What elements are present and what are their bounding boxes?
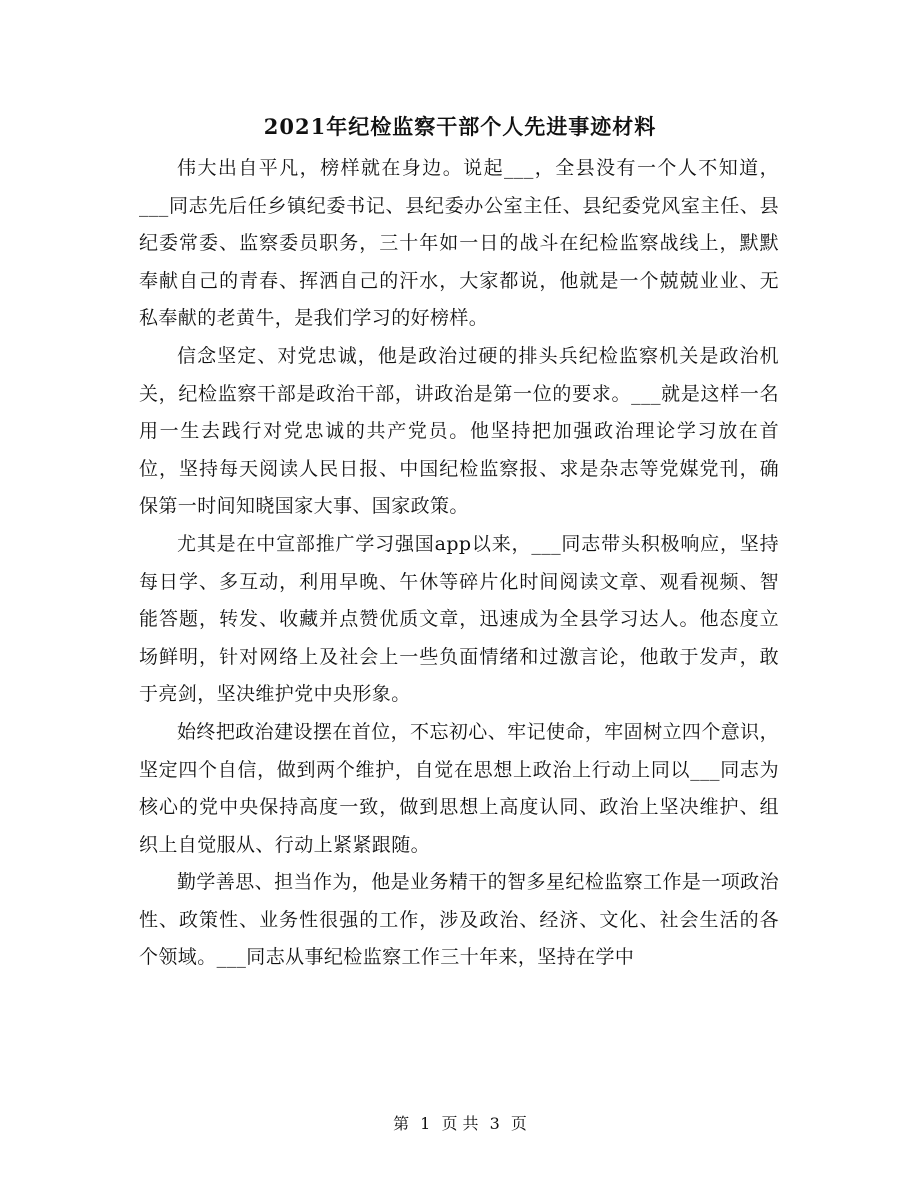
footer-label-end: 页: [510, 1114, 527, 1133]
footer-label-page: 第: [393, 1114, 410, 1133]
paragraph: 始终把政治建设摆在首位，不忘初心、牢记使命，牢固树立四个意识，坚定四个自信，做到两个维护，自觉在思想上政治上行动上同以___同志为核心的党中央保持高度一致，做到思想上高度认同、政治上坚决维护、组织上自觉服从、行动上紧紧跟随。: [139, 720, 779, 856]
paragraph: 伟大出自平凡，榜样就在身边。说起___，全县没有一个人不知道，___同志先后任乡镇纪委书记、县纪委办公室主任、县纪委党风室主任、县纪委常委、监察委员职务，三十年如一日的战斗在纪检监察战线上，默默奉献自己的青春、挥洒自己的汗水，大家都说，他就是一个兢兢业业、无私奉献的老黄牛，是我们学习的好榜样。: [139, 157, 779, 330]
current-page-number: 1: [420, 1114, 431, 1133]
document-body: [139, 150, 779, 977]
paragraph: 勤学善思、担当作为，他是业务精干的智多星纪检监察工作是一项政治性、政策性、业务性很强的工作，涉及政治、经济、文化、社会生活的各个领域。___同志从事纪检监察工作三十年来，坚持在学中: [139, 871, 779, 969]
page-footer: [0, 1113, 920, 1135]
paragraph: 尤其是在中宣部推广学习强国app以来，___同志带头积极响应，坚持每日学、多互动，利用早晚、午休等碎片化时间阅读文章、观看视频、智能答题，转发、收藏并点赞优质文章，迅速成为全县学习达人。他态度立场鲜明，针对网络上及社会上一些负面情绪和过激言论，他敢于发声，敢于亮剑，坚决维护党中央形象。: [139, 532, 779, 706]
page-title: 2021年纪检监察干部个人先进事迹材料: [263, 114, 657, 139]
paragraph: 信念坚定、对党忠诚，他是政治过硬的排头兵纪检监察机关是政治机关，纪检监察干部是政治干部，讲政治是第一位的要求。___就是这样一名用一生去践行对党忠诚的共产党员。他坚持把加强政治理论学习放在首位，坚持每天阅读人民日报、中国纪检监察报、求是杂志等党媒党刊，确保第一时间知晓国家大事、国家政策。: [139, 344, 779, 518]
footer-label-of: 页 共: [441, 1114, 479, 1133]
total-page-count: 3: [489, 1114, 500, 1133]
